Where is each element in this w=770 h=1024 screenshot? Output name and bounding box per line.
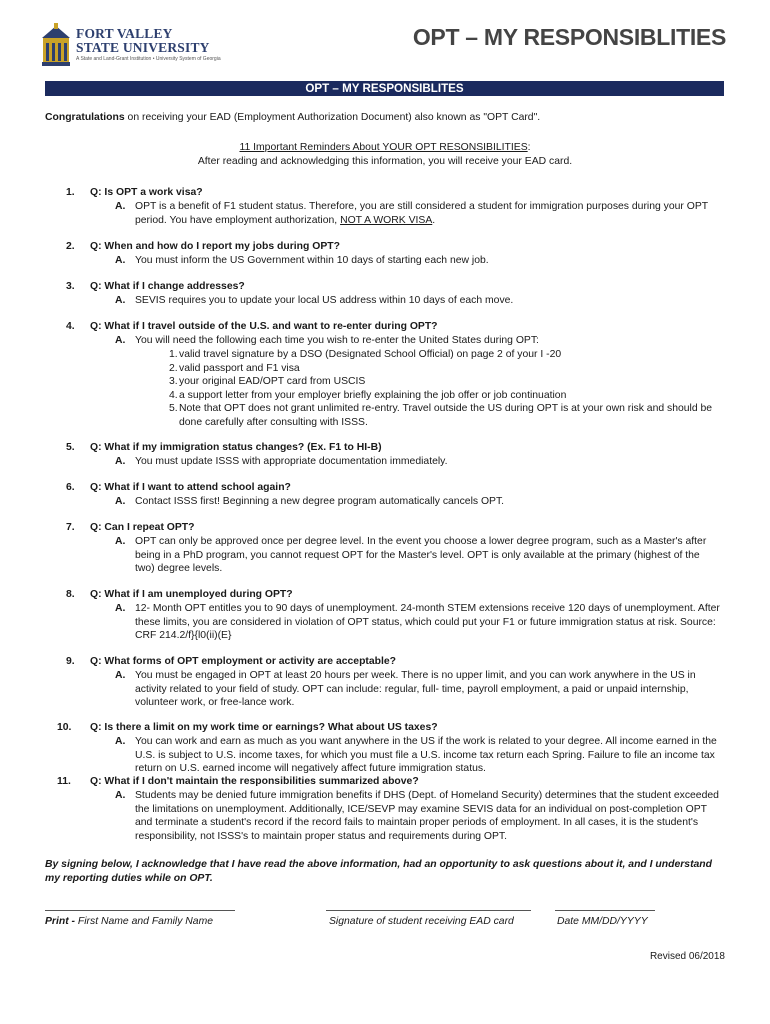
question-9 — [66, 655, 396, 669]
question-text: Q: What forms of OPT employment or activity are acceptable? — [90, 656, 397, 667]
date-line[interactable] — [555, 910, 655, 911]
question-text: Q: Is there a limit on my work time or earnings? What about US taxes? — [90, 722, 438, 733]
revision-date: Revised 06/2018 — [649, 951, 725, 962]
list-item — [169, 402, 724, 429]
list-number: 3. — [169, 376, 178, 387]
question-number: 4. — [66, 321, 75, 332]
list-text: Note that OPT does not grant unlimited re-entry. Travel outside the US during OPT is at your own risk and should be done carefully after consulting with ISSS. — [179, 403, 713, 428]
question-number: 5. — [66, 442, 75, 453]
logo-wordmark — [76, 27, 221, 63]
answer-text: Students may be denied future immigration benefits if DHS (Dept. of Homeland Security) determines that the student exceeded the limitations on unemployment. Additionally, ICE/SEVP may examine SEVIS data for an individual on post-completion OPT and terminate a student's record if the record fails to maintain proper periods of employment. In all cases, it is the student's responsibility, not ISSS's to maintain proper status and requirements during OPT. — [135, 790, 719, 842]
list-item — [169, 362, 724, 376]
answer-text: Contact ISSS first! Beginning a new degree program automatically cancels OPT. — [135, 496, 505, 507]
question-text: Q: What if I travel outside of the U.S. and want to re-enter during OPT? — [90, 321, 438, 332]
question-number: 11. — [57, 776, 71, 787]
list-number: 1. — [169, 349, 178, 360]
answer-11 — [115, 789, 720, 843]
answer-label: A. — [115, 536, 126, 547]
print-caption-text: First Name and Family Name — [75, 916, 214, 927]
question-number: 8. — [66, 589, 75, 600]
question-number: 6. — [66, 482, 75, 493]
student-signature-caption: Signature of student receiving EAD card — [329, 916, 514, 927]
print-name-line[interactable] — [45, 910, 235, 911]
list-number: 4. — [169, 389, 178, 401]
list-item — [169, 375, 724, 389]
university-seal-icon — [41, 23, 71, 67]
list-text: a support letter from your employer briefly explaining the job offer or job continuation — [179, 389, 567, 401]
answer-text: OPT can only be approved once per degree level. In the event you choose a lower degree program, such as a Master's after being in a PhD program, you cannot request OPT for the Master's level. OPT is only available at the primary (highest of the two) degree levels. — [135, 536, 707, 574]
list-text: your original EAD/OPT card from USCIS — [179, 376, 366, 387]
answer-3 — [115, 294, 720, 308]
answer-2 — [115, 254, 720, 268]
reminders-title: 11 Important Reminders About YOUR OPT RESONSIBILITIES — [239, 142, 528, 153]
question-text: Q: What if my immigration status changes? (Ex. F1 to HI-B) — [90, 442, 382, 453]
answer-label: A. — [115, 670, 126, 681]
answer-text: SEVIS requires you to update your local US address within 10 days of each move. — [135, 295, 514, 306]
answer-label: A. — [115, 736, 126, 747]
question-5 — [66, 441, 382, 455]
answer-5 — [115, 455, 720, 469]
question-4 — [66, 320, 438, 334]
answer-emphasis: NOT A WORK VISA — [340, 214, 433, 226]
answer-7 — [115, 535, 720, 576]
answer-label: A. — [115, 201, 126, 212]
acknowledgement-statement: By signing below, I acknowledge that I have read the above information, had an opportunity to ask questions about it, and I understand my reporting duties while on OPT. — [45, 859, 712, 884]
question-text: Q: Can I repeat OPT? — [90, 522, 195, 533]
question-text: Q: What if I change addresses? — [90, 281, 245, 292]
question-11 — [57, 775, 419, 789]
travel-requirements-list — [169, 348, 724, 429]
logo-line-2: STATE UNIVERSITY — [76, 40, 210, 55]
question-text: Q: What if I want to attend school again? — [90, 482, 291, 493]
list-number: 5. — [169, 403, 178, 414]
question-10 — [57, 721, 438, 735]
question-text: Q: Is OPT a work visa? — [90, 187, 203, 198]
answer-text: You can work and earn as much as you want anywhere in the US if the work is related to your degree. All income earned in the U.S. is subject to U.S. income taxes, for which you must file a U.S. income tax return each Spring. Failure to file an income tax return on U.S. earned income will negatively affect future immigration status. — [135, 736, 717, 774]
logo-tagline: A State and Land-Grant Institution • University System of Georgia — [76, 56, 221, 62]
answer-text: 12- Month OPT entitles you to 90 days of unemployment. 24-month STEM extensions receive 120 days of unemployment. After these limits, you are considered in violation of OPT status, which could put your F1 or future immigration status at risk. Source: CRF 214.2/f}{l0(ii)(E} — [135, 603, 720, 641]
answer-label: A. — [115, 790, 126, 801]
question-number: 3. — [66, 281, 75, 292]
answer-label: A. — [115, 603, 126, 614]
answer-label: A. — [115, 456, 126, 467]
answer-1 — [115, 200, 720, 227]
answer-label: A. — [115, 496, 126, 507]
answer-label: A. — [115, 335, 126, 346]
answer-8 — [115, 602, 720, 643]
answer-text: You will need the following each time you wish to re-enter the United States during OPT: — [135, 335, 539, 346]
question-text: Q: What if I am unemployed during OPT? — [90, 589, 293, 600]
answer-text: You must update ISSS with appropriate documentation immediately. — [135, 456, 448, 467]
list-item — [169, 348, 724, 362]
list-item — [169, 389, 724, 403]
date-caption: Date MM/DD/YYYY — [557, 916, 648, 927]
question-number: 7. — [66, 522, 75, 533]
reminders-colon: : — [527, 142, 531, 153]
answer-9 — [115, 669, 720, 710]
question-text: Q: When and how do I report my jobs during OPT? — [90, 241, 340, 252]
list-number: 2. — [169, 362, 178, 374]
answer-4 — [115, 334, 720, 348]
list-text: valid travel signature by a DSO (Designated School Official) on page 2 of your I -20 — [179, 349, 562, 360]
question-number: 1. — [66, 187, 75, 198]
intro-paragraph — [45, 111, 725, 125]
answer-10 — [115, 735, 720, 776]
question-number: 10. — [57, 722, 72, 733]
page-title: OPT – MY RESPONSIBLITIES — [412, 24, 726, 50]
list-text: valid passport and F1 visa — [179, 362, 300, 374]
question-1 — [66, 186, 203, 200]
reminders-subtitle: After reading and acknowledging this information, you will receive your EAD card. — [197, 155, 573, 167]
question-6 — [66, 481, 291, 495]
question-text: Q: What if I don't maintain the responsibilities summarized above? — [90, 776, 419, 787]
question-number: 2. — [66, 241, 75, 252]
answer-end: . — [432, 214, 436, 226]
answer-label: A. — [115, 255, 126, 266]
answer-text: OPT is a benefit of F1 student status. Therefore, you are still considered a student for immigration purposes during your OPT period. You have employment authorization, — [135, 201, 708, 226]
intro-lead: Congratulations — [45, 112, 125, 123]
answer-label: A. — [115, 295, 126, 306]
question-2 — [66, 240, 340, 254]
question-3 — [66, 280, 245, 294]
logo-line-1: FORT VALLEY — [76, 26, 173, 41]
answer-text: You must be engaged in OPT at least 20 hours per week. There is no upper limit, and you can work anywhere in the US in activity related to your field of study. OPT can include: regular, full- time, payroll employment, a paid or unpaid internship, volunteer work, or free-lance work. — [135, 670, 696, 708]
intro-text: on receiving your EAD (Employment Authorization Document) also known as "OPT Card". — [124, 112, 541, 123]
print-label: Print - — [45, 916, 76, 927]
reminders-heading — [45, 141, 725, 168]
question-8 — [66, 588, 293, 602]
question-7 — [66, 521, 195, 535]
answer-text: You must inform the US Government within 10 days of starting each new job. — [135, 255, 489, 266]
answer-6 — [115, 495, 720, 509]
student-signature-line[interactable] — [326, 910, 531, 911]
question-number: 9. — [66, 656, 75, 667]
university-logo — [41, 20, 221, 70]
print-name-caption — [45, 915, 213, 929]
section-banner: OPT – MY RESPONSIBLITES — [45, 81, 724, 96]
